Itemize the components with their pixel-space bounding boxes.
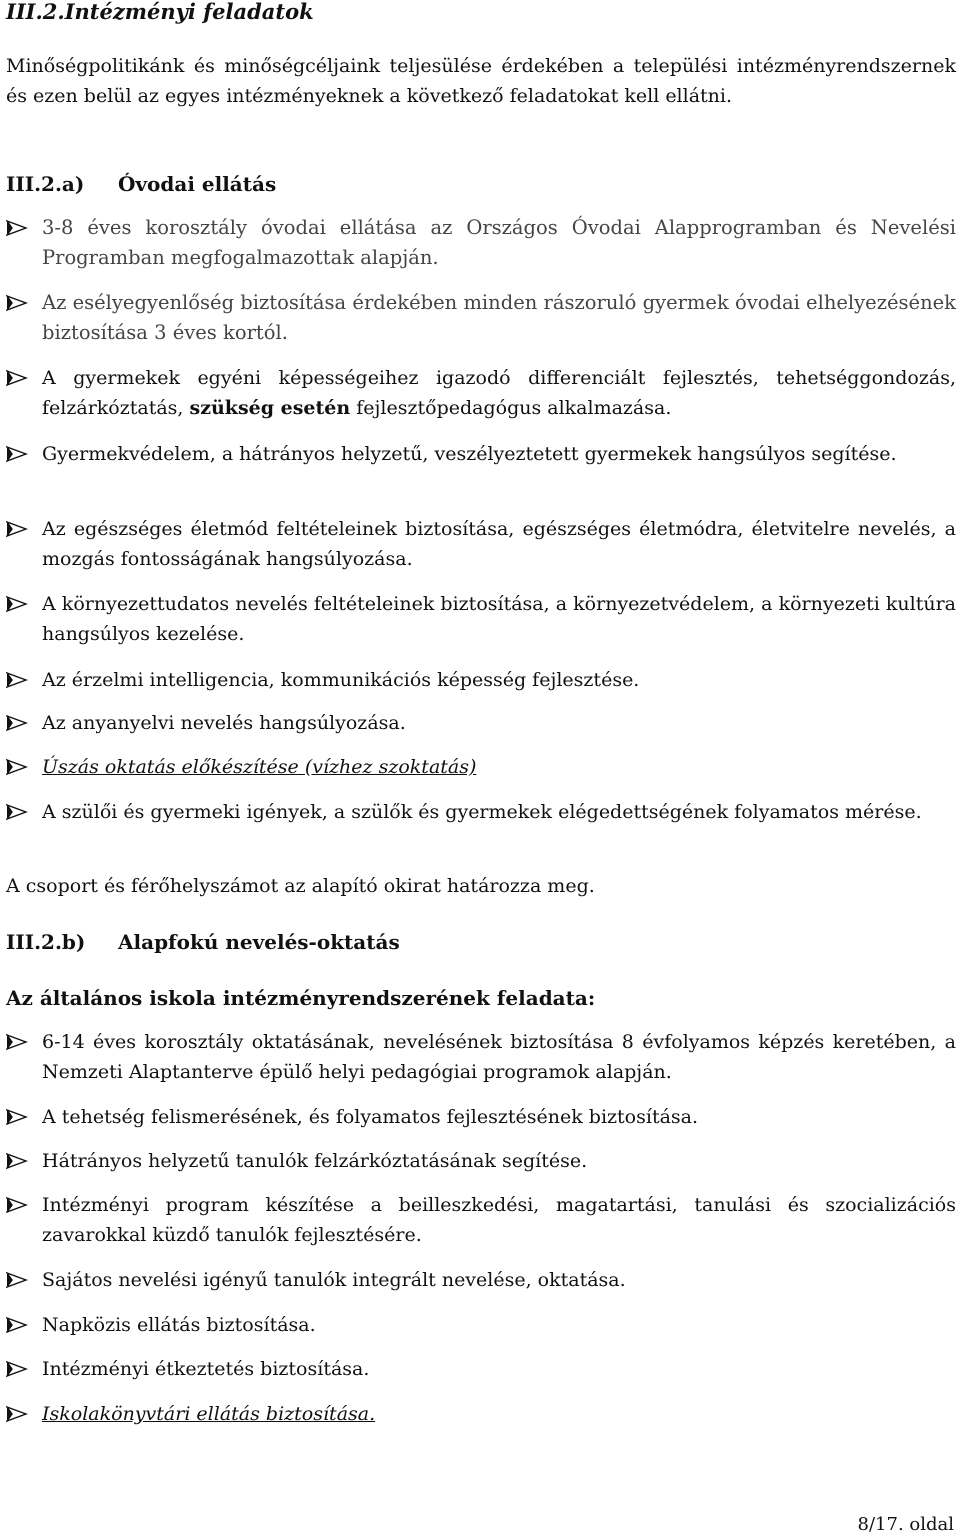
list-item-text: Az érzelmi intelligencia, kommunikációs képesség fejlesztése. [42,669,640,691]
list-item [6,665,956,695]
list-item-text: Gyermekvédelem, a hátrányos helyzetű, veszélyeztetett gyermekek hangsúlyos segítése. [42,443,897,465]
list-item-text: Hátrányos helyzetű tanulók felzárkóztatásának segítése. [42,1150,588,1172]
list-item-text: 3-8 éves korosztály óvodai ellátása az Országos Óvodai Alapprogramban és Nevelési Programban megfogalmazottak alapján. [42,216,956,269]
page-number: 8/17. oldal [857,1514,954,1535]
list-item-text: A szülői és gyermeki igények, a szülők és gyermekek elégedettségének folyamatos mérése. [42,801,922,823]
list-item-text: Az anyanyelvi nevelés hangsúlyozása. [42,712,406,734]
list-item [6,1265,956,1295]
subsection-a-heading [6,169,276,199]
subsection-b-heading [6,927,400,957]
list-item [6,1027,956,1087]
intro-paragraph: Minőségpolitikánk és minőségcéljaink teljesülése érdekében a települési intézményrendszernek és ezen belül az egyes intézményeknek a következő feladatokat kell ellátni. [6,55,956,107]
list-item [6,213,956,273]
arrowhead-bullet-icon [6,295,28,311]
subsection-b-number: III.2.b) [6,930,86,954]
closing-paragraph: A csoport és férőhelyszámot az alapító okirat határozza meg. [6,875,595,897]
list-item [6,288,956,348]
list-item-text: Intézményi étkeztetés biztosítása. [42,1358,370,1380]
list-item-text: A környezettudatos nevelés feltételeinek biztosítása, a környezetvédelem, a környezeti kultúra hangsúlyos kezelése. [42,593,956,645]
list-item-text: Intézményi program készítése a beilleszkedési, magatartási, tanulási és szocializációs zavarokkal küzdő tanulók fejlesztésére. [42,1194,956,1246]
arrowhead-bullet-icon [6,521,28,537]
arrowhead-bullet-icon [6,804,28,820]
subsection-a-number: III.2.a) [6,172,85,196]
arrowhead-bullet-icon [6,370,28,386]
subsection-b-title: Alapfokú nevelés-oktatás [118,930,400,954]
arrowhead-bullet-icon [6,1406,28,1422]
arrowhead-bullet-icon [6,1361,28,1377]
list-item [6,1310,956,1340]
arrowhead-bullet-icon [6,1272,28,1288]
list-item-text [42,752,956,782]
underlined-italic-text: Iskolakönyvtári ellátás biztosítása. [42,1403,376,1425]
list-item [6,1102,956,1132]
list-item [6,708,956,738]
underlined-italic-text: Úszás oktatás előkészítése (vízhez szoktatás) [42,756,477,778]
list-item-text: 6-14 éves korosztály oktatásának, nevelésének biztosítása 8 évfolyamos képzés keretében, a Nemzeti Alaptanterve épülő helyi pedagógiai programok alapján. [42,1031,956,1083]
list-item-text: A tehetség felismerésének, és folyamatos fejlesztésének biztosítása. [42,1106,699,1128]
list-item [6,589,956,649]
list-item-text: Az esélyegyenlőség biztosítása érdekében minden rászoruló gyermek óvodai elhelyezésének biztosítása 3 éves kortól. [42,291,956,344]
arrowhead-bullet-icon [6,759,28,775]
list-item [6,1354,956,1384]
arrowhead-bullet-icon [6,446,28,462]
list-item [6,1399,956,1429]
subsection-a-title: Óvodai ellátás [118,172,277,196]
list-item-text: Sajátos nevelési igényű tanulók integrált nevelése, oktatása. [42,1269,626,1291]
arrowhead-bullet-icon [6,220,28,236]
list-item-text [42,1399,956,1429]
list-item [6,797,956,827]
arrowhead-bullet-icon [6,1317,28,1333]
list-item-text: A gyermekek egyéni képességeihez igazodó differenciált fejlesztés, tehetséggondozás, felzárkóztatás, szükség esetén fejlesztőpedagógus alkalmazása. [42,367,956,419]
list-item [6,514,956,574]
arrowhead-bullet-icon [6,1153,28,1169]
list-item [6,439,956,469]
arrowhead-bullet-icon [6,1197,28,1213]
list-item-text: Napközis ellátás biztosítása. [42,1314,316,1336]
list-item [6,363,956,423]
list-item [6,1190,956,1250]
list-item [6,752,956,782]
list-item-text: Az egészséges életmód feltételeinek biztosítása, egészséges életmódra, életvitelre nevelés, a mozgás fontosságának hangsúlyozása. [42,518,956,570]
arrowhead-bullet-icon [6,715,28,731]
arrowhead-bullet-icon [6,1034,28,1050]
subsection-b-lead: Az általános iskola intézményrendszerének feladata: [6,986,596,1010]
list-item [6,1146,956,1176]
arrowhead-bullet-icon [6,596,28,612]
emphasis-text: szükség esetén [189,397,351,419]
section-title: III.2.Intézményi feladatok [6,0,314,24]
arrowhead-bullet-icon [6,672,28,688]
arrowhead-bullet-icon [6,1109,28,1125]
